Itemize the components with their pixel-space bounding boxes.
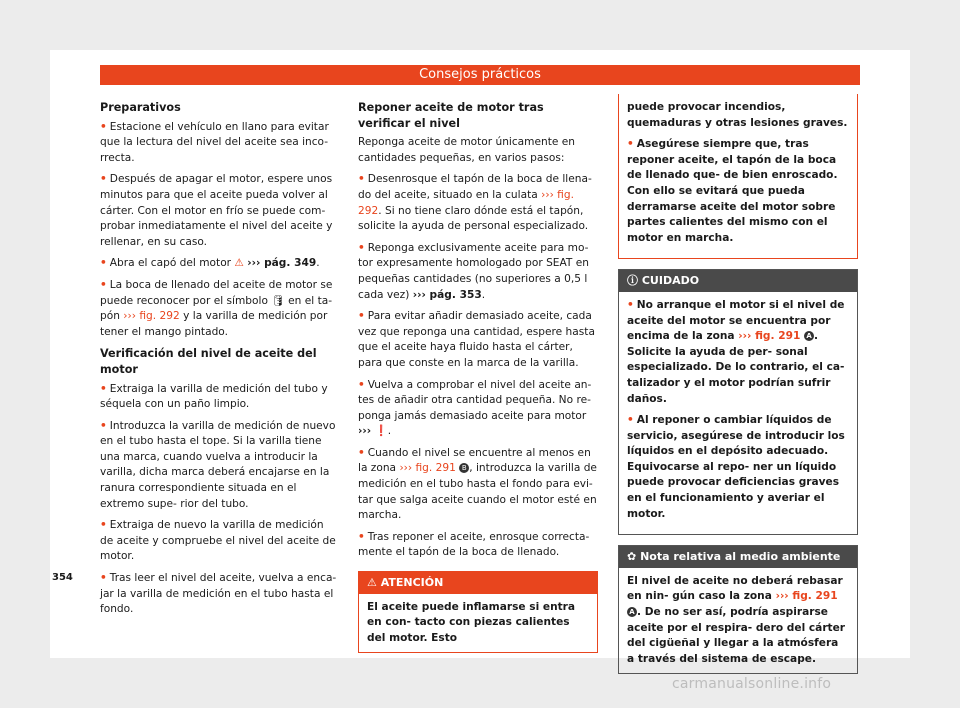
atencion-box [358,571,598,653]
list-item: • Extraiga de nuevo la varilla de medición de aceite y compruebe el nivel del aceite de motor. [100,518,340,565]
nota-ambiente-box [618,545,858,674]
list-item: • Después de apagar el motor, espere unos minutos para que el aceite pueda volver al cárter. Con el motor en frío se puede com- probar inmediatamente el nivel del aceite y rellenar, en su caso. [100,172,340,250]
intro-text: Reponga aceite de motor únicamente en cantidades pequeñas, en varios pasos: [358,136,576,164]
atencion-text: El aceite puede inflamarse si entra en con- tacto con piezas calientes del motor. Esto [367,600,576,644]
atencion-continued: puede provocar incendios, quemaduras y otras lesiones graves. • Asegúrese siempre que, tras reponer aceite, el tapón de la boca de llenado que- de bien enroscado. Con ello se evitará que pueda derramarse aceite del motor sobre partes calientes del mismo con el motor en marcha. [618,94,858,259]
list-item: • Abra el capó del motor ⚠ ››› pág. 349. [100,256,340,272]
figure-reference-link[interactable]: ››› fig. 292 [358,188,574,217]
list-item: • No arranque el motor si el nivel de aceite del motor se encuentra por encima de la zona ››› fig. 291 A . Solicite la ayuda de per- sonal especializado. De lo contrario, el ca- talizador y el motor podrían sufrir daños. [627,298,849,407]
list-item: • La boca de llenado del aceite de motor se puede reconocer por el símbolo 🛢 en el ta- pón ››› fig. 292 y la varilla de medición por tener el mango pintado. [100,278,340,340]
reponer-heading: Reponer aceite de motor tras verificar el nivel [358,101,544,130]
list-item: • Para evitar añadir demasiado aceite, cada vez que reponga una cantidad, espere hasta que el aceite haya fluido hasta el cárter, para que conste en la marca de la varilla. [358,309,598,371]
column-3 [618,100,858,674]
figure-reference-link[interactable]: ››› fig. 291 [399,462,456,475]
column-2 [358,100,598,653]
list-item: • Tras leer el nivel del aceite, vuelva a enca- jar la varilla de medición en el tubo hasta el fondo. [100,571,340,618]
list-item: • Desenrosque el tapón de la boca de llena- do del aceite, situado en la culata ››› fig. 292. Si no tiene claro dónde está el tapón, solicite la ayuda de personal especializado. [358,172,598,234]
page-number: 354 [52,572,73,583]
oil-can-icon: 🛢 [271,294,285,307]
page [50,50,910,665]
atencion-header: ⚠ ATENCIÓN [359,572,597,594]
cuidado-header: ⓘ CUIDADO [619,270,857,292]
list-item: • Asegúrese siempre que, tras reponer aceite, el tapón de la boca de llenado que- de bien enroscado. Con ello se evitará que pueda derramarse aceite del motor sobre partes calientes del mismo con el motor en marcha. [627,137,849,246]
environment-flower-icon: ✿ [627,550,637,564]
page-reference-link[interactable]: ››› pág. 349 [247,257,317,270]
list-item: • Estacione el vehículo en llano para evitar que la lectura del nivel del aceite sea inco- rrecta. [100,120,340,167]
verificacion-heading: Verificación del nivel de aceite del motor [100,347,317,376]
list-item: • Introduzca la varilla de medición de nuevo en el tubo hasta el tope. Si la varilla tiene una marca, cuando vuelva a introducir la varilla, dicha marca deberá encajarse en la ranura correspondiente situada en el extremo supe- rior del tubo. [100,419,340,513]
figure-reference-link[interactable]: ››› fig. 291 [738,330,801,343]
cuidado-box [618,269,858,535]
figure-reference-link[interactable]: ››› fig. 291 [775,590,838,603]
warning-icon: ⚠ [367,576,377,590]
list-item: • Vuelva a comprobar el nivel del aceite an- tes de añadir otra cantidad pequeña. No re- ponga jamás demasiado aceite para motor ››› ❗. [358,378,598,440]
list-item: • Reponga exclusivamente aceite para mo- tor expresamente homologado por SEAT en pequeñas cantidades (no superiores a 0,5 l cada vez) ››› pág. 353. [358,241,598,303]
list-item: • Cuando el nivel se encuentre al menos en la zona ››› fig. 291 B , introduzca la varilla de medición en el tubo hasta el fondo para evi- tar que salga aceite cuando el motor esté en marcha. [358,446,598,524]
list-item: • Extraiga la varilla de medición del tubo y séquela con un paño limpio. [100,382,340,413]
list-item: • Tras reponer el aceite, enrosque correcta- mente el tapón de la boca de llenado. [358,530,598,561]
zone-a-marker: A [627,607,637,617]
zone-a-marker: A [804,331,814,341]
cuidado-body [619,292,857,534]
preparativos-heading: Preparativos [100,101,181,114]
page-reference-link[interactable]: ››› pág. 353 [412,288,482,301]
warning-icon: ⚠ [234,257,244,270]
list-item: • Al reponer o cambiar líquidos de servicio, asegúrese de introducir los líquidos en el depósito adecuado. Equivocarse al repo- ner un líquido puede provocar deficiencias graves en el funcionamiento y averiar el motor. [627,413,849,522]
section-header: Consejos prácticos [100,65,860,85]
figure-reference-link[interactable]: ››› fig. 292 [123,310,180,323]
warning-reference-link[interactable]: ››› [358,425,372,438]
column-1 [100,100,340,624]
info-circle-icon: ⓘ [627,274,638,288]
watermark: carmanualsonline.info [672,676,832,692]
exclamation-icon: ❗ [374,425,388,438]
zone-b-marker: B [459,463,469,473]
nota-body: El nivel de aceite no deberá rebasar en nin- gún caso la zona ››› fig. 291 A . De no ser así, podría aspirarse aceite por el respira- dero del cárter del cigüeñal y llegar a la atmósfera a través del sistema de escape. [627,574,846,665]
nota-header: ✿ Nota relativa al medio ambiente [619,546,857,568]
